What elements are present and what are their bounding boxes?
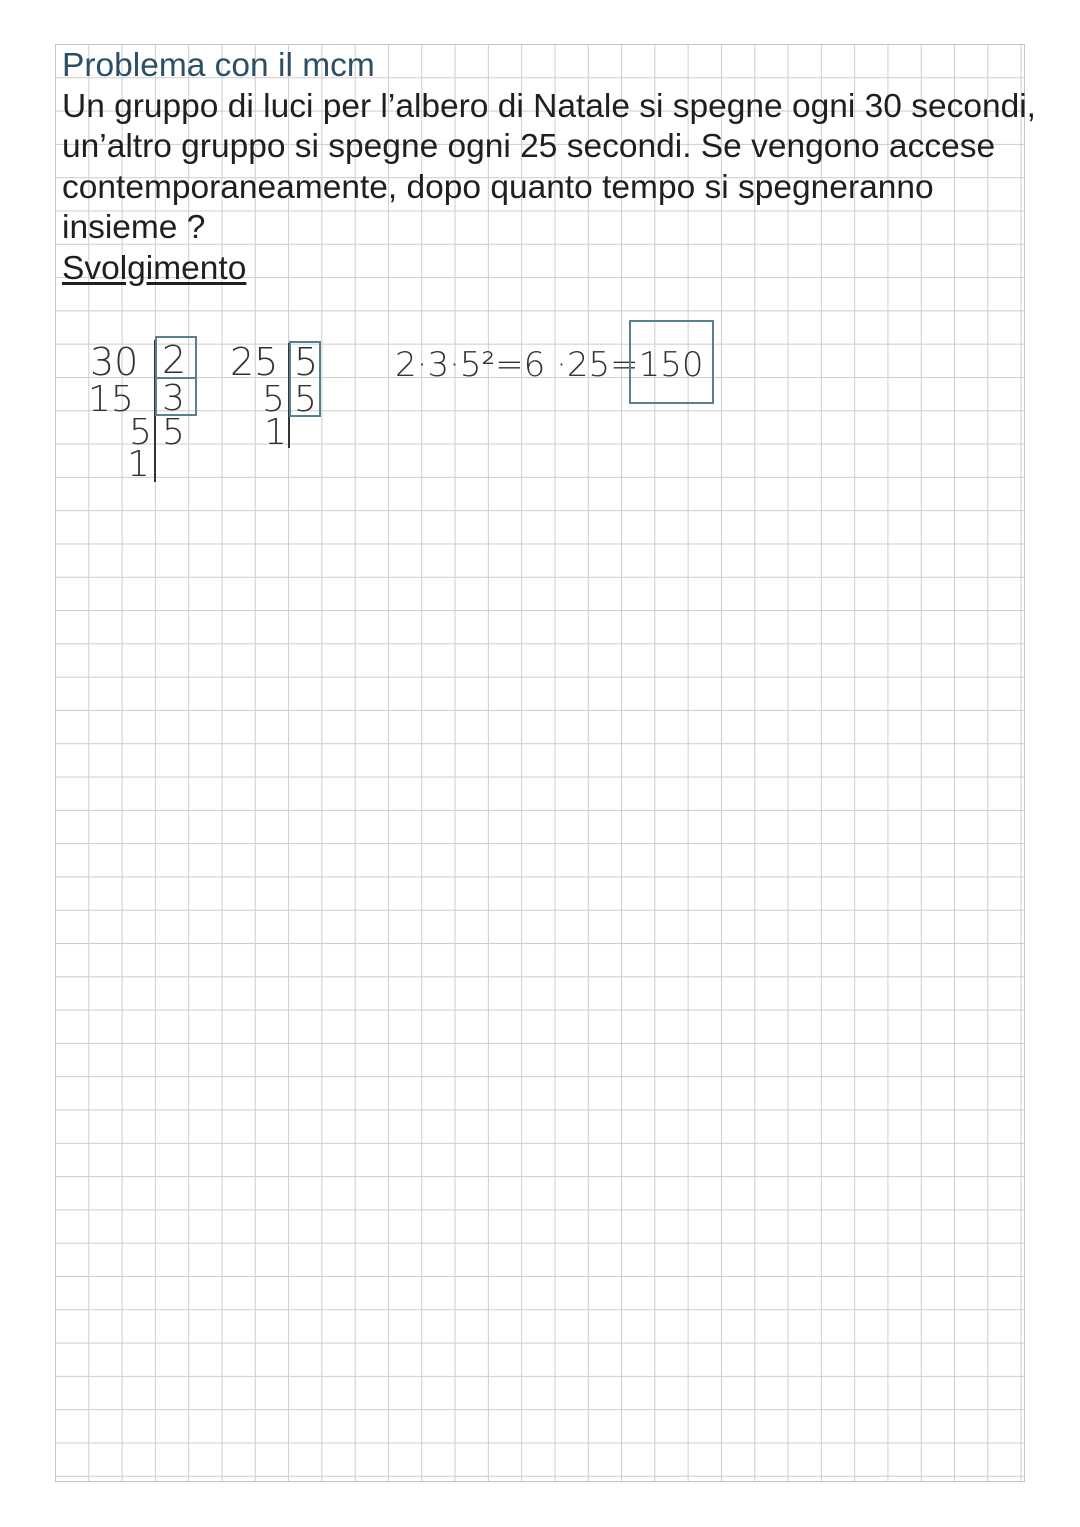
factor-row-factor: 3 bbox=[162, 378, 185, 419]
factor-row-number: 1 bbox=[264, 412, 287, 453]
factor-row-number: 30 bbox=[90, 340, 139, 384]
factor-row-number: 5 bbox=[262, 379, 285, 420]
factor-row-number: 15 bbox=[88, 379, 134, 420]
problem-text: Un gruppo di luci per l’albero di Natale si spegne ogni 30 secondi, un’altro gruppo si spegne ogni 25 secondi. Se vengono accese contemporaneamente, dopo quanto tempo si spegneranno insieme ? bbox=[62, 87, 1036, 246]
factor-row-number: 25 bbox=[230, 340, 279, 384]
mcm-expression: 2·3·5²=6 ·25=150 bbox=[395, 345, 704, 385]
factor-row-factor: 2 bbox=[162, 338, 187, 382]
section-heading: Svolgimento bbox=[62, 249, 247, 287]
factor-row-number: 5 bbox=[129, 412, 152, 453]
page-title: Problema con il mcm bbox=[62, 47, 375, 84]
factor-row-number: 1 bbox=[127, 444, 150, 485]
factor-row-factor: 5 bbox=[162, 412, 185, 453]
document-text bbox=[62, 46, 1037, 289]
factor-row-factor: 5 bbox=[294, 379, 317, 420]
factor-row-factor: 5 bbox=[294, 340, 319, 384]
